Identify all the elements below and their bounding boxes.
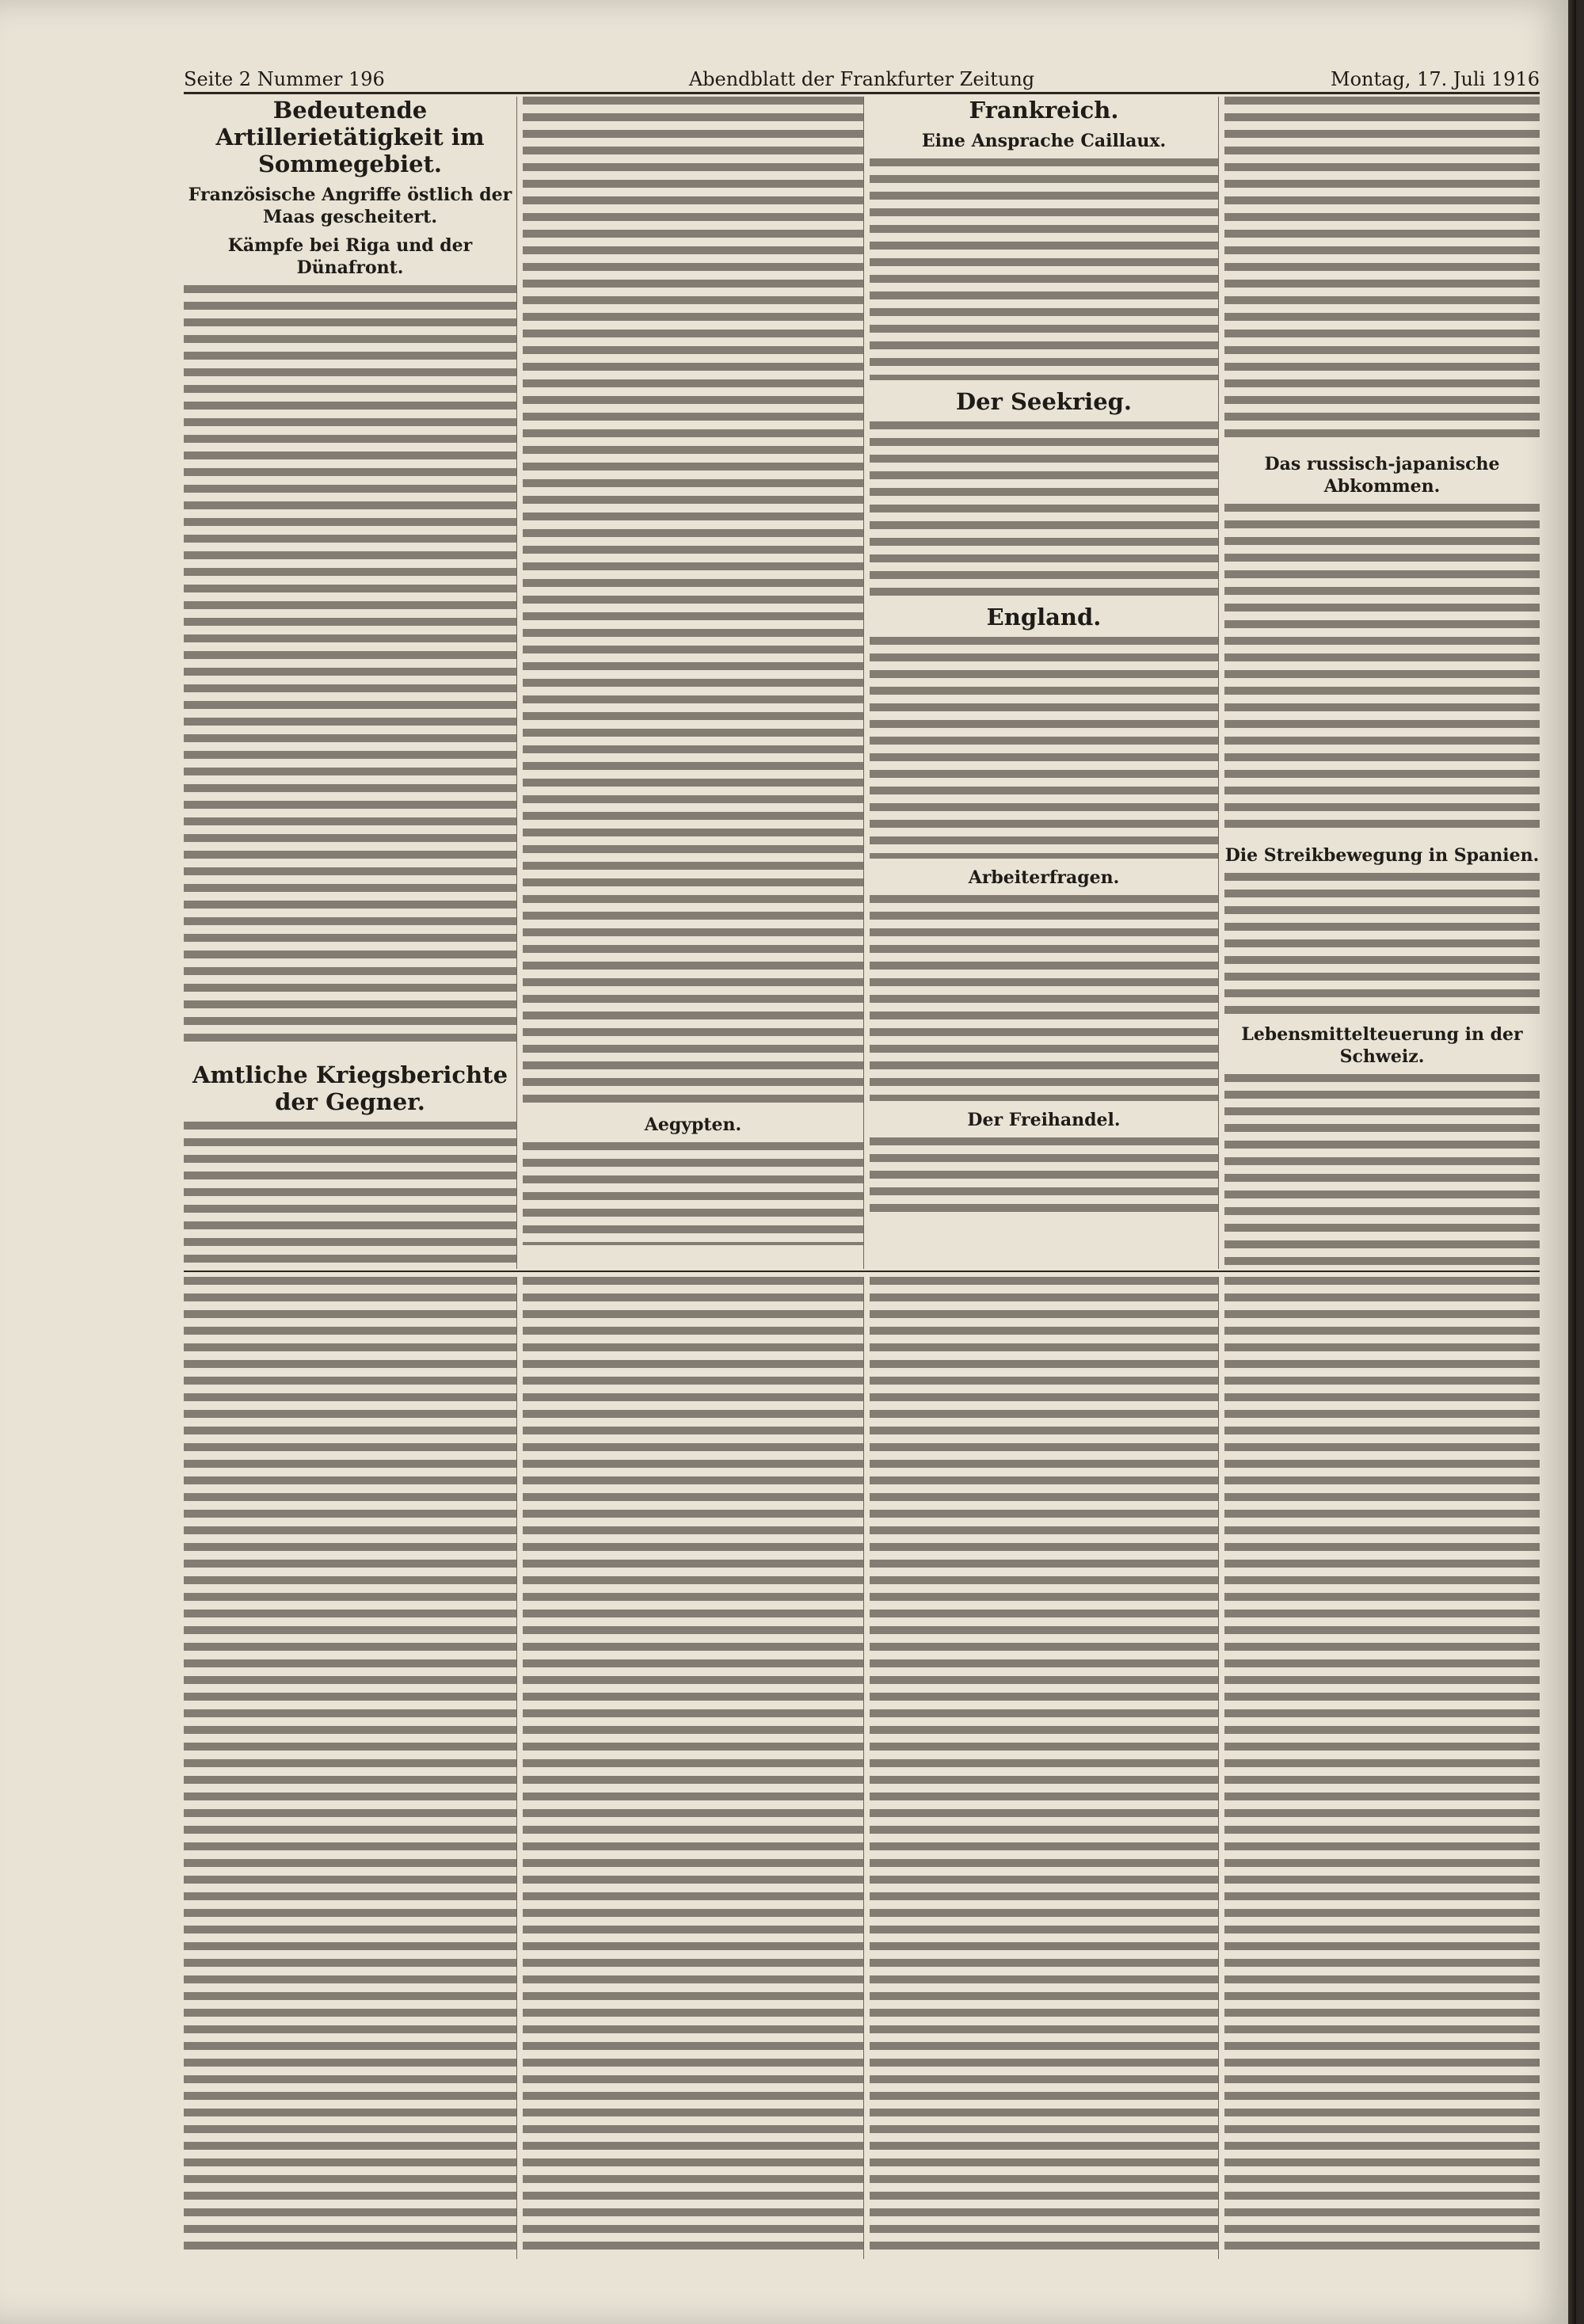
russjap-body [1224, 504, 1540, 836]
reports-body-cont [523, 97, 863, 1103]
aegypten-body [523, 1142, 863, 1245]
column-2 [523, 97, 864, 1269]
column-1 [184, 97, 517, 1269]
artillery-subhead: Französische Angriffe östlich der Maas gescheitert. [188, 185, 512, 227]
feuilleton-body-4 [1224, 1277, 1540, 2251]
russjap-headline: Das russisch-japanische Abkommen. [1264, 454, 1500, 497]
issue-date: Montag, 17. Juli 1916 [1331, 68, 1540, 90]
seekrieg-body [870, 421, 1218, 596]
feuilleton-body-2 [523, 1277, 863, 2251]
feuilleton-rule [184, 1271, 1540, 1272]
reports-headline: Amtliche Kriegsberichte der Gegner. [192, 1061, 508, 1115]
seekrieg-headline: Der Seekrieg. [955, 388, 1133, 415]
streik-headline: Die Streikbewegung in Spanien. [1224, 845, 1540, 866]
england-body [870, 637, 1218, 859]
aegypten-headline: Aegypten. [644, 1114, 742, 1135]
arbeiter-headline: Arbeiterfragen. [968, 867, 1120, 888]
feuilleton-body-1 [184, 1277, 516, 2251]
column-3 [870, 97, 1219, 1269]
page-label: Seite 2 Nummer 196 [184, 68, 385, 90]
teuerung-body [1224, 1074, 1540, 1269]
feuilleton-column-1 [184, 1277, 517, 2259]
feuilleton-column-4 [1224, 1277, 1540, 2259]
artillery-headline: Bedeutende Artillerietätigkeit im Sommegebiet. [215, 97, 485, 177]
column-4 [1224, 97, 1540, 1269]
artillery-body [184, 285, 516, 1046]
streik-body [1224, 873, 1540, 1015]
teuerung-headline: Lebensmittelteuerung in der Schweiz. [1241, 1024, 1523, 1067]
book-edge [1568, 0, 1576, 2324]
col4-top-body [1224, 97, 1540, 445]
feuilleton-body-3 [870, 1277, 1218, 2251]
freihandel-body [870, 1137, 1218, 1217]
france-body [870, 158, 1218, 380]
arbeiter-body [870, 895, 1218, 1101]
paper-title: Abendblatt der Frankfurter Zeitung [688, 68, 1035, 90]
reports-body [184, 1122, 516, 1269]
artillery-subhead-2: Kämpfe bei Riga und der Dünafront. [227, 235, 473, 278]
feuilleton-column-3 [870, 1277, 1219, 2259]
france-headline: Frankreich. [969, 97, 1119, 124]
freihandel-headline: Der Freihandel. [967, 1110, 1121, 1130]
masthead [184, 63, 1540, 94]
feuilleton-column-2 [523, 1277, 864, 2259]
france-subhead: Eine Ansprache Caillaux. [921, 131, 1167, 151]
england-headline: England. [986, 604, 1102, 631]
